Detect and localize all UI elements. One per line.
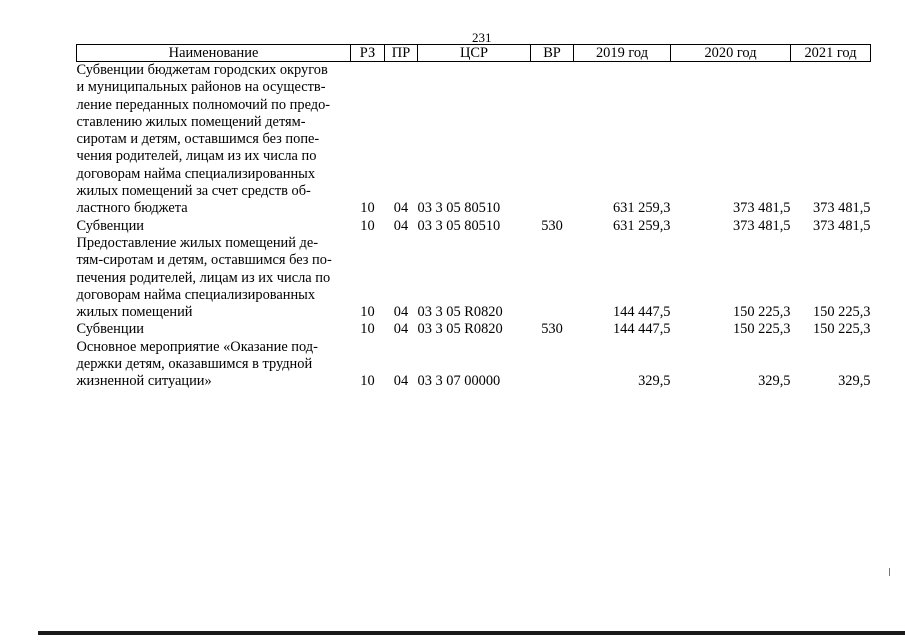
cell-2020: 373 481,5 bbox=[732, 217, 791, 234]
cell-pr: 04 bbox=[393, 200, 409, 217]
name-line: договорам найма специализированных bbox=[76, 286, 316, 303]
table-row bbox=[77, 218, 871, 235]
header-2020: 2020 год bbox=[671, 45, 791, 62]
name-line: жизненной ситуации» bbox=[76, 373, 212, 390]
header-rz: РЗ bbox=[351, 45, 385, 62]
cell-rz: 10 bbox=[360, 217, 375, 234]
name-line: ставлению жилых помещений детям- bbox=[76, 113, 306, 130]
cell-rz: 10 bbox=[360, 304, 375, 321]
name-line: Предоставление жилых помещений де- bbox=[76, 234, 319, 251]
cell-2021: 150 225,3 bbox=[812, 304, 871, 321]
name-line: жилых помещений за счет средств об- bbox=[76, 183, 311, 200]
name-line: договорам найма специализированных bbox=[76, 165, 316, 182]
name-line: ление переданных полномочий по предо- bbox=[76, 96, 331, 113]
cell-2019: 631 259,3 bbox=[612, 217, 671, 234]
table-body bbox=[77, 62, 871, 391]
cell-name bbox=[77, 62, 351, 218]
cell-rz: 10 bbox=[360, 321, 375, 338]
cell-pr: 04 bbox=[393, 373, 409, 390]
header-2019: 2019 год bbox=[574, 45, 671, 62]
name-line: Субвенции бюджетам городских округов bbox=[76, 62, 328, 78]
scan-speck bbox=[889, 568, 890, 576]
cell-2020: 150 225,3 bbox=[732, 304, 791, 321]
cell-name bbox=[77, 321, 351, 338]
cell-2019: 144 447,5 bbox=[612, 321, 671, 338]
name-line: ластного бюджета bbox=[76, 200, 188, 217]
table-row bbox=[77, 339, 871, 391]
cell-pr: 04 bbox=[393, 217, 409, 234]
cell-vr: 530 bbox=[541, 217, 563, 234]
cell-rz: 10 bbox=[360, 373, 375, 390]
name-line: жилых помещений bbox=[76, 304, 193, 321]
cell-2020: 329,5 bbox=[758, 373, 791, 390]
cell-csr: 03 3 05 80510 bbox=[417, 200, 501, 217]
table-row bbox=[77, 321, 871, 338]
page-bottom-edge bbox=[38, 631, 905, 635]
cell-2021: 150 225,3 bbox=[812, 321, 871, 338]
cell-csr: 03 3 05 R0820 bbox=[417, 304, 503, 321]
cell-csr: 03 3 05 80510 bbox=[417, 217, 501, 234]
cell-2019: 631 259,3 bbox=[612, 200, 671, 217]
cell-2020: 373 481,5 bbox=[732, 200, 791, 217]
cell-vr bbox=[531, 235, 574, 321]
name-line: держки детям, оказавшимся в трудной bbox=[76, 356, 313, 373]
cell-name bbox=[77, 235, 351, 321]
cell-2021: 373 481,5 bbox=[812, 217, 871, 234]
page-number: 231 bbox=[472, 30, 492, 45]
cell-rz: 10 bbox=[360, 200, 375, 217]
cell-name bbox=[77, 339, 351, 391]
name-line: Субвенции bbox=[76, 217, 144, 234]
cell-csr: 03 3 07 00000 bbox=[417, 373, 501, 390]
header-csr: ЦСР bbox=[418, 45, 531, 62]
cell-vr bbox=[531, 339, 574, 391]
cell-vr: 530 bbox=[541, 321, 563, 338]
cell-name bbox=[77, 218, 351, 235]
name-line: печения родителей, лицам из их числа по bbox=[76, 269, 331, 286]
name-line: сиротам и детям, оставшимся без попе- bbox=[76, 131, 320, 148]
cell-2020: 150 225,3 bbox=[732, 321, 791, 338]
name-line: чения родителей, лицам из их числа по bbox=[76, 148, 317, 165]
table-header-row bbox=[77, 45, 871, 62]
budget-table bbox=[76, 44, 871, 391]
cell-vr bbox=[531, 62, 574, 218]
header-vr: ВР bbox=[531, 45, 574, 62]
cell-pr: 04 bbox=[393, 304, 409, 321]
cell-csr: 03 3 05 R0820 bbox=[417, 321, 503, 338]
table-row bbox=[77, 235, 871, 321]
cell-2021: 329,5 bbox=[838, 373, 871, 390]
table-row bbox=[77, 62, 871, 218]
header-2021: 2021 год bbox=[791, 45, 871, 62]
cell-pr: 04 bbox=[393, 321, 409, 338]
cell-2021: 373 481,5 bbox=[812, 200, 871, 217]
cell-2019: 144 447,5 bbox=[612, 304, 671, 321]
header-pr: ПР bbox=[385, 45, 418, 62]
name-line: Основное мероприятие «Оказание под- bbox=[76, 338, 318, 355]
name-line: Субвенции bbox=[76, 321, 144, 338]
name-line: тям-сиротам и детям, оставшимся без по- bbox=[76, 252, 332, 269]
cell-2019: 329,5 bbox=[638, 373, 671, 390]
name-line: и муниципальных районов на осуществ- bbox=[76, 79, 326, 96]
header-name: Наименование bbox=[77, 45, 351, 62]
